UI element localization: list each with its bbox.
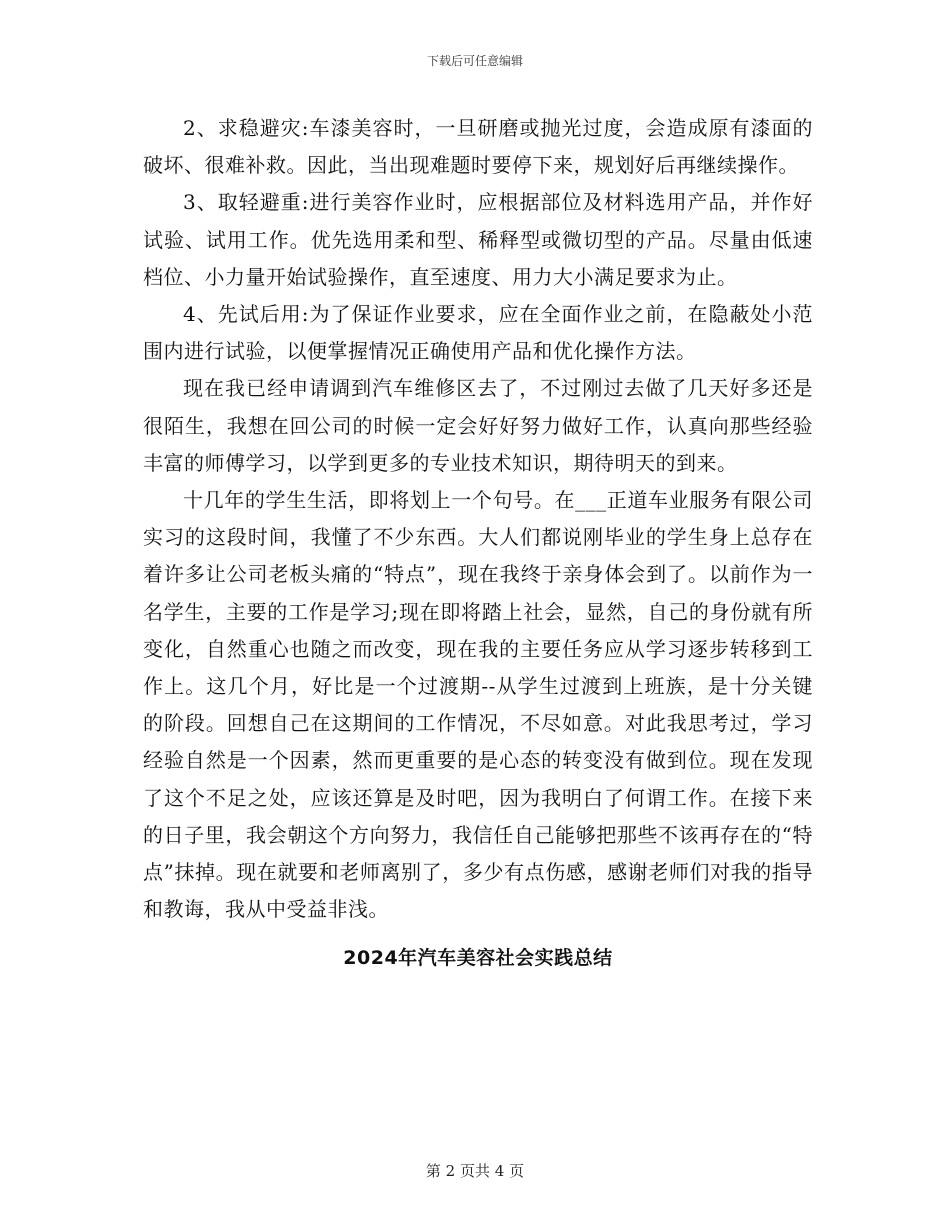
paragraph-tip-4: 4、先试后用:为了保证作业要求，应在全面作业之前，在隐蔽处小范围内进行试验，以便掌握情况正确使用产品和优化操作方法。 [143, 302, 813, 364]
paragraph-tip-3: 3、取轻避重:进行美容作业时，应根据部位及材料选用产品，并作好试验、试用工作。优先选用柔和型、稀释型或微切型的产品。尽量由低速档位、小力量开始试验操作，直至速度、用力大小满足要求为止。 [143, 190, 813, 289]
document-body [143, 110, 813, 970]
page-header: 下载后可任意编辑 [426, 54, 523, 68]
paragraph-transfer: 现在我已经申请调到汽车维修区去了，不过刚过去做了几天好多还是很陌生，我想在回公司的时候一定会好好努力做好工作，认真向那些经验丰富的师傅学习，以学到更多的专业技术知识，期待明天的到来。 [143, 376, 813, 475]
section-title: 2024年汽车美容社会实践总结 [343, 947, 613, 970]
paragraph-tip-2: 2、求稳避灾:车漆美容时，一旦研磨或抛光过度，会造成原有漆面的破坏、很难补救。因此，当出现难题时要停下来，规划好后再继续操作。 [143, 116, 813, 178]
page-footer: 第 2 页共 4 页 [425, 1162, 525, 1180]
paragraph-reflection: 十几年的学生生活，即将划上一个句号。在___正道车业服务有限公司实习的这段时间，我懂了不少东西。大人们都说刚毕业的学生身上总存在着许多让公司老板头痛的“特点”，现在我终于亲身体会到了。以前作为一名学生，主要的工作是学习;现在即将踏上社会，显然，自己的身份就有所变化，自然重心也随之而改变，现在我的主要任务应从学习逐步转移到工作上。这几个月，好比是一个过渡期--从学生过渡到上班族，是十分关键的阶段。回想自己在这期间的工作情况，不尽如意。对此我思考过，学习经验自然是一个因素，然而更重要的是心态的转变没有做到位。现在发现了这个不足之处，应该还算是及时吧，因为我明白了何谓工作。在接下来的日子里，我会朝这个方向努力，我信任自己能够把那些不该再存在的“特点”抹掉。现在就要和老师离别了，多少有点伤感，感谢老师们对我的指导和教诲，我从中受益非浅。 [143, 488, 813, 922]
